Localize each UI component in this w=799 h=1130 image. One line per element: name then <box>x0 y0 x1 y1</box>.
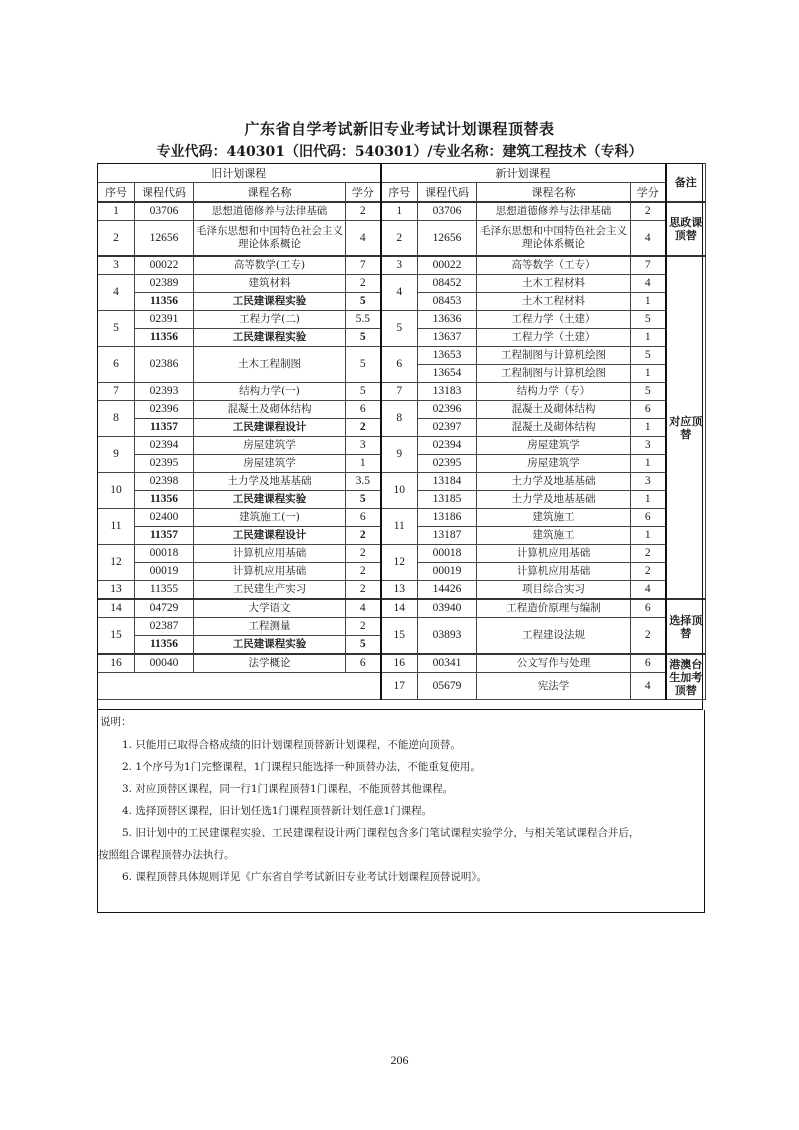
new-credit: 2 <box>631 618 666 655</box>
old-course-name: 工民建课程实验 <box>194 636 346 655</box>
old-course-code: 02386 <box>135 347 194 383</box>
old-seq-no: 14 <box>98 599 135 618</box>
new-credit: 1 <box>631 491 666 509</box>
old-credit: 2 <box>346 545 381 563</box>
old-credit: 7 <box>346 256 381 275</box>
new-credit: 5 <box>631 311 666 329</box>
new-course-name: 房屋建筑学 <box>477 455 631 473</box>
old-credit: 2 <box>346 618 381 636</box>
new-seq-no: 2 <box>381 221 418 257</box>
column-header-row <box>98 183 706 203</box>
table-row <box>98 383 706 401</box>
old-course-code: 02387 <box>135 618 194 636</box>
new-course-code: 13654 <box>418 365 477 383</box>
new-course-name: 工程建设法规 <box>477 618 631 655</box>
old-seq-no: 16 <box>98 654 135 673</box>
old-credit: 2 <box>346 202 381 221</box>
new-course-name: 建筑施工 <box>477 509 631 527</box>
new-course-name: 高等数学（工专） <box>477 256 631 275</box>
new-course-code: 00018 <box>418 545 477 563</box>
new-course-code: 08452 <box>418 275 477 293</box>
old-course-name: 工民建生产实习 <box>194 581 346 600</box>
new-seq-no: 7 <box>381 383 418 401</box>
old-course-name: 工民建课程设计 <box>194 419 346 437</box>
old-course-name: 工程力学(二) <box>194 311 346 329</box>
new-course-code: 13187 <box>418 527 477 545</box>
old-course-code: 11356 <box>135 329 194 347</box>
new-course-code: 13636 <box>418 311 477 329</box>
note-item: 3. 对应顶替区课程，同一行1门课程顶替1门课程，不能顶替其他课程。 <box>122 783 454 795</box>
old-credit: 4 <box>346 221 381 257</box>
remark-optional: 选择顶替 <box>666 599 706 654</box>
old-course-name: 计算机应用基础 <box>194 545 346 563</box>
table-row <box>98 618 706 636</box>
new-course-code: 02396 <box>418 401 477 419</box>
new-course-code: 13185 <box>418 491 477 509</box>
new-course-name: 工程制图与计算机绘图 <box>477 365 631 383</box>
old-course-name: 土力学及地基基础 <box>194 473 346 491</box>
col-old-code: 课程代码 <box>135 183 194 203</box>
new-credit: 7 <box>631 256 666 275</box>
old-seq-no: 7 <box>98 383 135 401</box>
plan-header-row <box>98 164 706 183</box>
notes-heading: 说明： <box>100 716 132 728</box>
old-credit: 4 <box>346 599 381 618</box>
old-course-name: 毛泽东思想和中国特色社会主义理论体系概论 <box>194 221 346 257</box>
new-credit: 1 <box>631 329 666 347</box>
empty-old-cell <box>98 673 381 700</box>
table-row <box>98 256 706 275</box>
old-course-code: 00019 <box>135 563 194 581</box>
new-course-code: 13183 <box>418 383 477 401</box>
old-course-name: 工程测量 <box>194 618 346 636</box>
old-course-code: 04729 <box>135 599 194 618</box>
old-credit: 3 <box>346 437 381 455</box>
table-row <box>98 545 706 563</box>
new-credit: 1 <box>631 527 666 545</box>
new-seq-no: 11 <box>381 509 418 545</box>
table-row <box>98 509 706 527</box>
col-old-credit: 学分 <box>346 183 381 203</box>
old-seq-no: 13 <box>98 581 135 600</box>
old-credit: 5.5 <box>346 311 381 329</box>
new-seq-no: 3 <box>381 256 418 275</box>
old-course-name: 工民建课程实验 <box>194 491 346 509</box>
old-course-name: 计算机应用基础 <box>194 563 346 581</box>
old-seq-no: 9 <box>98 437 135 473</box>
new-course-code: 02397 <box>418 419 477 437</box>
new-course-name: 宪法学 <box>477 673 631 700</box>
old-credit: 2 <box>346 275 381 293</box>
old-course-code: 02394 <box>135 437 194 455</box>
old-credit: 5 <box>346 329 381 347</box>
old-course-name: 建筑材料 <box>194 275 346 293</box>
table-row <box>98 311 706 329</box>
remark-hmt: 港澳台生加考顶替 <box>666 654 706 700</box>
remark-political: 思政课顶替 <box>666 202 706 256</box>
old-seq-no: 8 <box>98 401 135 437</box>
table-row <box>98 473 706 491</box>
new-seq-no: 17 <box>381 673 418 700</box>
new-seq-no: 12 <box>381 545 418 581</box>
old-credit: 5 <box>346 293 381 311</box>
new-seq-no: 9 <box>381 437 418 473</box>
old-credit: 1 <box>346 455 381 473</box>
old-course-code: 00022 <box>135 256 194 275</box>
new-course-code: 02394 <box>418 437 477 455</box>
old-course-name: 大学语文 <box>194 599 346 618</box>
new-course-code: 13637 <box>418 329 477 347</box>
new-course-name: 建筑施工 <box>477 527 631 545</box>
new-credit: 3 <box>631 473 666 491</box>
new-course-name: 混凝土及砌体结构 <box>477 419 631 437</box>
new-course-name: 思想道德修养与法律基础 <box>477 202 631 221</box>
note-item: 5. 旧计划中的工民建课程实验、工民建课程设计两门课程包含多门笔试课程实验学分，与相关笔试课程合并后， <box>122 827 640 839</box>
old-course-name: 房屋建筑学 <box>194 437 346 455</box>
old-credit: 2 <box>346 581 381 600</box>
new-seq-no: 4 <box>381 275 418 311</box>
remark-corresponding: 对应顶替 <box>666 256 706 599</box>
col-old-name: 课程名称 <box>194 183 346 203</box>
new-course-code: 08453 <box>418 293 477 311</box>
old-seq-no: 15 <box>98 618 135 655</box>
old-course-code: 02395 <box>135 455 194 473</box>
new-credit: 6 <box>631 401 666 419</box>
new-credit: 6 <box>631 654 666 673</box>
new-course-name: 项目综合实习 <box>477 581 631 600</box>
old-seq-no: 12 <box>98 545 135 581</box>
old-seq-no: 3 <box>98 256 135 275</box>
new-credit: 3 <box>631 437 666 455</box>
new-credit: 1 <box>631 419 666 437</box>
old-credit: 2 <box>346 527 381 545</box>
new-course-code: 14426 <box>418 581 477 600</box>
new-course-code: 05679 <box>418 673 477 700</box>
col-new-name: 课程名称 <box>477 183 631 203</box>
new-credit: 4 <box>631 673 666 700</box>
table-row <box>98 654 706 673</box>
col-old-no: 序号 <box>98 183 135 203</box>
table-row <box>98 581 706 600</box>
old-seq-no: 11 <box>98 509 135 545</box>
old-seq-no: 6 <box>98 347 135 383</box>
table-row <box>98 275 706 293</box>
new-course-code: 03940 <box>418 599 477 618</box>
notes-section <box>97 710 705 913</box>
table-row <box>98 599 706 618</box>
course-replacement-table <box>97 163 706 700</box>
old-seq-no: 4 <box>98 275 135 311</box>
col-new-code: 课程代码 <box>418 183 477 203</box>
old-course-name: 法学概论 <box>194 654 346 673</box>
table-row <box>98 202 706 221</box>
old-course-code: 00018 <box>135 545 194 563</box>
old-course-name: 土木工程制图 <box>194 347 346 383</box>
new-course-name: 工程制图与计算机绘图 <box>477 347 631 365</box>
table-row <box>98 437 706 455</box>
new-seq-no: 8 <box>381 401 418 437</box>
new-seq-no: 16 <box>381 654 418 673</box>
new-course-name: 土力学及地基基础 <box>477 491 631 509</box>
note-item: 6. 课程顶替具体规则详见《广东省自学考试新旧专业考试计划课程顶替说明》。 <box>122 871 488 883</box>
old-course-code: 11356 <box>135 491 194 509</box>
new-course-code: 00022 <box>418 256 477 275</box>
note-item: 4. 选择顶替区课程，旧计划任选1门课程顶替新计划任意1门课程。 <box>122 805 433 817</box>
old-course-name: 建筑施工(一) <box>194 509 346 527</box>
new-course-code: 00341 <box>418 654 477 673</box>
old-course-code: 02398 <box>135 473 194 491</box>
old-seq-no: 1 <box>98 202 135 221</box>
new-credit: 6 <box>631 509 666 527</box>
new-credit: 4 <box>631 221 666 257</box>
old-credit: 2 <box>346 419 381 437</box>
new-credit: 1 <box>631 455 666 473</box>
remark-header: 备注 <box>666 164 706 203</box>
new-course-name: 土力学及地基基础 <box>477 473 631 491</box>
table-row <box>98 673 706 700</box>
new-course-name: 计算机应用基础 <box>477 545 631 563</box>
old-seq-no: 2 <box>98 221 135 257</box>
old-course-name: 思想道德修养与法律基础 <box>194 202 346 221</box>
new-credit: 6 <box>631 599 666 618</box>
new-course-code: 13186 <box>418 509 477 527</box>
page-number: 206 <box>390 1053 409 1067</box>
col-new-no: 序号 <box>381 183 418 203</box>
new-credit: 5 <box>631 347 666 365</box>
old-course-code: 02396 <box>135 401 194 419</box>
new-seq-no: 1 <box>381 202 418 221</box>
new-course-name: 计算机应用基础 <box>477 563 631 581</box>
old-course-code: 11355 <box>135 581 194 600</box>
table-row <box>98 221 706 257</box>
new-seq-no: 5 <box>381 311 418 347</box>
new-seq-no: 15 <box>381 618 418 655</box>
old-seq-no: 5 <box>98 311 135 347</box>
new-course-name: 房屋建筑学 <box>477 437 631 455</box>
old-credit: 5 <box>346 636 381 655</box>
new-plan-header: 新计划课程 <box>381 164 666 183</box>
new-course-name: 土木工程材料 <box>477 275 631 293</box>
table-row <box>98 347 706 365</box>
old-credit: 5 <box>346 491 381 509</box>
old-course-name: 房屋建筑学 <box>194 455 346 473</box>
old-course-name: 工民建课程设计 <box>194 527 346 545</box>
new-course-name: 混凝土及砌体结构 <box>477 401 631 419</box>
old-credit: 6 <box>346 401 381 419</box>
old-credit: 6 <box>346 509 381 527</box>
table-row <box>98 401 706 419</box>
new-course-code: 13653 <box>418 347 477 365</box>
old-course-name: 混凝土及砌体结构 <box>194 401 346 419</box>
new-credit: 1 <box>631 365 666 383</box>
new-seq-no: 10 <box>381 473 418 509</box>
old-course-code: 02389 <box>135 275 194 293</box>
new-course-code: 03706 <box>418 202 477 221</box>
new-course-code: 03893 <box>418 618 477 655</box>
new-course-name: 公文写作与处理 <box>477 654 631 673</box>
old-course-code: 11356 <box>135 293 194 311</box>
old-course-code: 02393 <box>135 383 194 401</box>
old-credit: 5 <box>346 347 381 383</box>
new-course-name: 工程力学（土建） <box>477 311 631 329</box>
page-subtitle: 专业代码：440301（旧代码：540301）/专业名称：建筑工程技术（专科） <box>156 144 643 160</box>
new-course-code: 02395 <box>418 455 477 473</box>
new-seq-no: 14 <box>381 599 418 618</box>
old-course-code: 03706 <box>135 202 194 221</box>
new-seq-no: 13 <box>381 581 418 600</box>
old-course-name: 高等数学(工专) <box>194 256 346 275</box>
old-course-code: 11357 <box>135 527 194 545</box>
old-credit: 2 <box>346 563 381 581</box>
old-course-code: 11356 <box>135 636 194 655</box>
new-credit: 2 <box>631 545 666 563</box>
new-course-code: 13184 <box>418 473 477 491</box>
old-credit: 6 <box>346 654 381 673</box>
new-course-code: 00019 <box>418 563 477 581</box>
new-course-name: 工程力学（土建） <box>477 329 631 347</box>
new-credit: 5 <box>631 383 666 401</box>
new-course-name: 工程造价原理与编制 <box>477 599 631 618</box>
old-course-name: 工民建课程实验 <box>194 293 346 311</box>
old-course-code: 02391 <box>135 311 194 329</box>
new-credit: 1 <box>631 293 666 311</box>
old-plan-header: 旧计划课程 <box>98 164 381 183</box>
old-course-code: 11357 <box>135 419 194 437</box>
new-credit: 2 <box>631 563 666 581</box>
new-seq-no: 6 <box>381 347 418 383</box>
new-course-name: 结构力学（专） <box>477 383 631 401</box>
old-credit: 3.5 <box>346 473 381 491</box>
page-title: 广东省自学考试新旧专业考试计划课程顶替表 <box>244 120 555 138</box>
note-item-continuation: 按照组合课程顶替办法执行。 <box>98 849 235 861</box>
new-course-code: 12656 <box>418 221 477 257</box>
new-course-name: 毛泽东思想和中国特色社会主义理论体系概论 <box>477 221 631 257</box>
old-credit: 5 <box>346 383 381 401</box>
new-credit: 4 <box>631 581 666 600</box>
old-course-code: 12656 <box>135 221 194 257</box>
old-course-name: 结构力学(一) <box>194 383 346 401</box>
note-item: 2. 1个序号为1门完整课程，1门课程只能选择一种顶替办法，不能重复使用。 <box>122 761 481 773</box>
new-credit: 2 <box>631 202 666 221</box>
note-item: 1. 只能用已取得合格成绩的旧计划课程顶替新计划课程，不能逆向顶替。 <box>122 739 461 751</box>
new-credit: 4 <box>631 275 666 293</box>
old-course-code: 00040 <box>135 654 194 673</box>
old-seq-no: 10 <box>98 473 135 509</box>
col-new-credit: 学分 <box>631 183 666 203</box>
old-course-code: 02400 <box>135 509 194 527</box>
new-course-name: 土木工程材料 <box>477 293 631 311</box>
old-course-name: 工民建课程实验 <box>194 329 346 347</box>
